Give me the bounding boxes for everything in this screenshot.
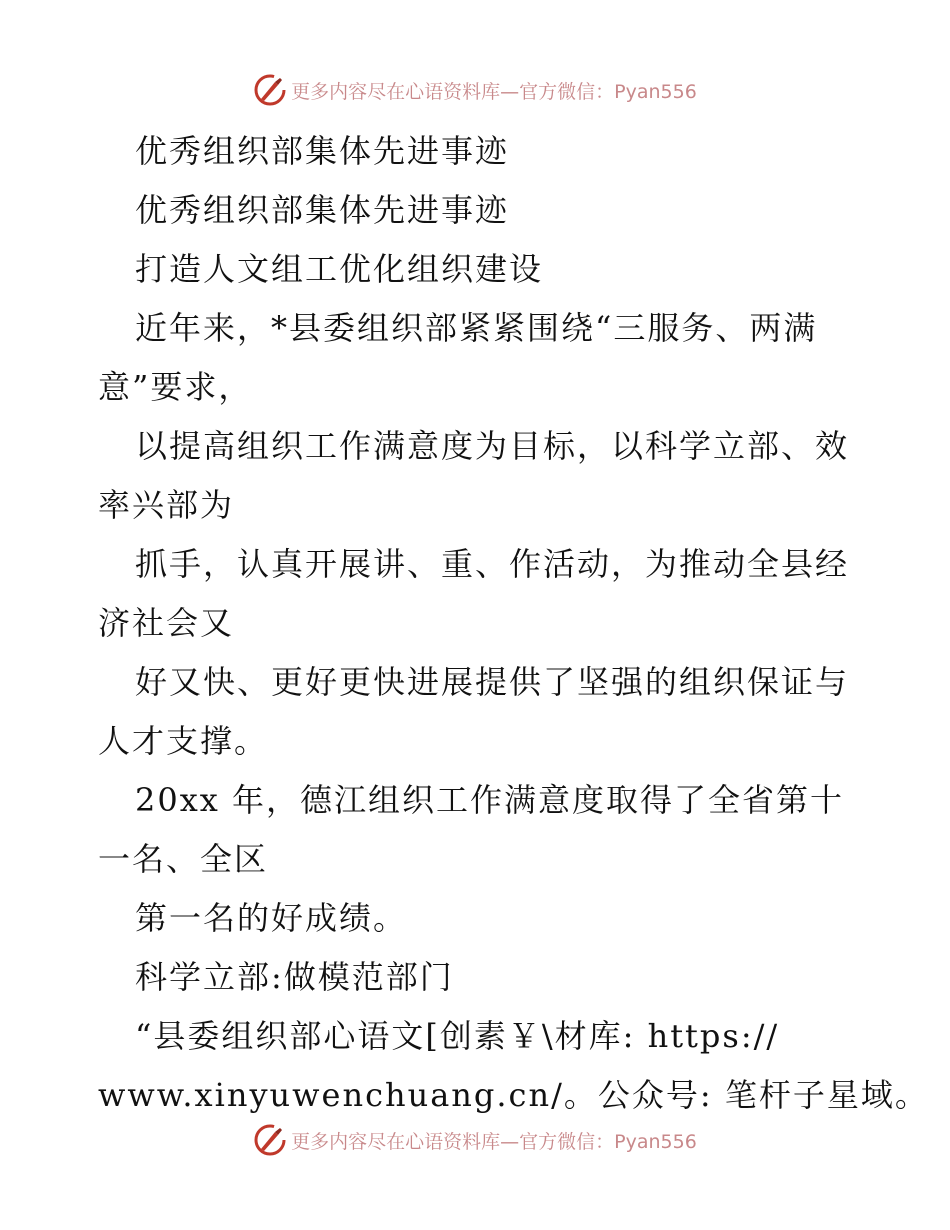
- text-line: 优秀组织部集体先进事迹: [135, 132, 510, 170]
- text-line: 意”要求，: [98, 368, 253, 406]
- text-line: 好又快、更好更快进展提供了坚强的组织保证与: [135, 663, 850, 701]
- text-line: 近年来，*县委组织部紧紧围绕“三服务、两满: [135, 309, 818, 347]
- text-line: www.xinyuwenchuang.cn/。公众号: 笔杆子星域。: [98, 1076, 929, 1114]
- header-watermark-text: 更多内容尽在心语资料库—官方微信：Pyan556: [291, 80, 697, 103]
- document-body: [98, 122, 929, 1125]
- text-line: 科学立部:做模范部门: [135, 958, 454, 996]
- text-line: 济社会又: [98, 604, 235, 642]
- header-watermark-banner: [0, 70, 950, 110]
- text-line: 抓手，认真开展讲、重、作活动，为推动全县经: [135, 545, 850, 583]
- text-line: 优秀组织部集体先进事迹: [135, 191, 510, 229]
- text-line: 以提高组织工作满意度为目标，以科学立部、效: [135, 427, 850, 465]
- text-line: 人才支撑。: [98, 722, 269, 760]
- footer-watermark-banner: [0, 1120, 950, 1160]
- text-line: 第一名的好成绩。: [135, 899, 408, 937]
- text-line: “县委组织部心语文[创素￥\材库: https://: [135, 1017, 780, 1055]
- quill-logo-icon: [253, 1123, 287, 1157]
- footer-watermark-text: 更多内容尽在心语资料库—官方微信：Pyan556: [291, 1130, 697, 1153]
- text-line: 打造人文组工优化组织建设: [135, 250, 544, 288]
- quill-logo-icon: [253, 73, 287, 107]
- text-line: 率兴部为: [98, 486, 235, 524]
- text-line: 20xx 年，德江组织工作满意度取得了全省第十: [135, 781, 844, 819]
- text-line: 一名、全区: [98, 840, 269, 878]
